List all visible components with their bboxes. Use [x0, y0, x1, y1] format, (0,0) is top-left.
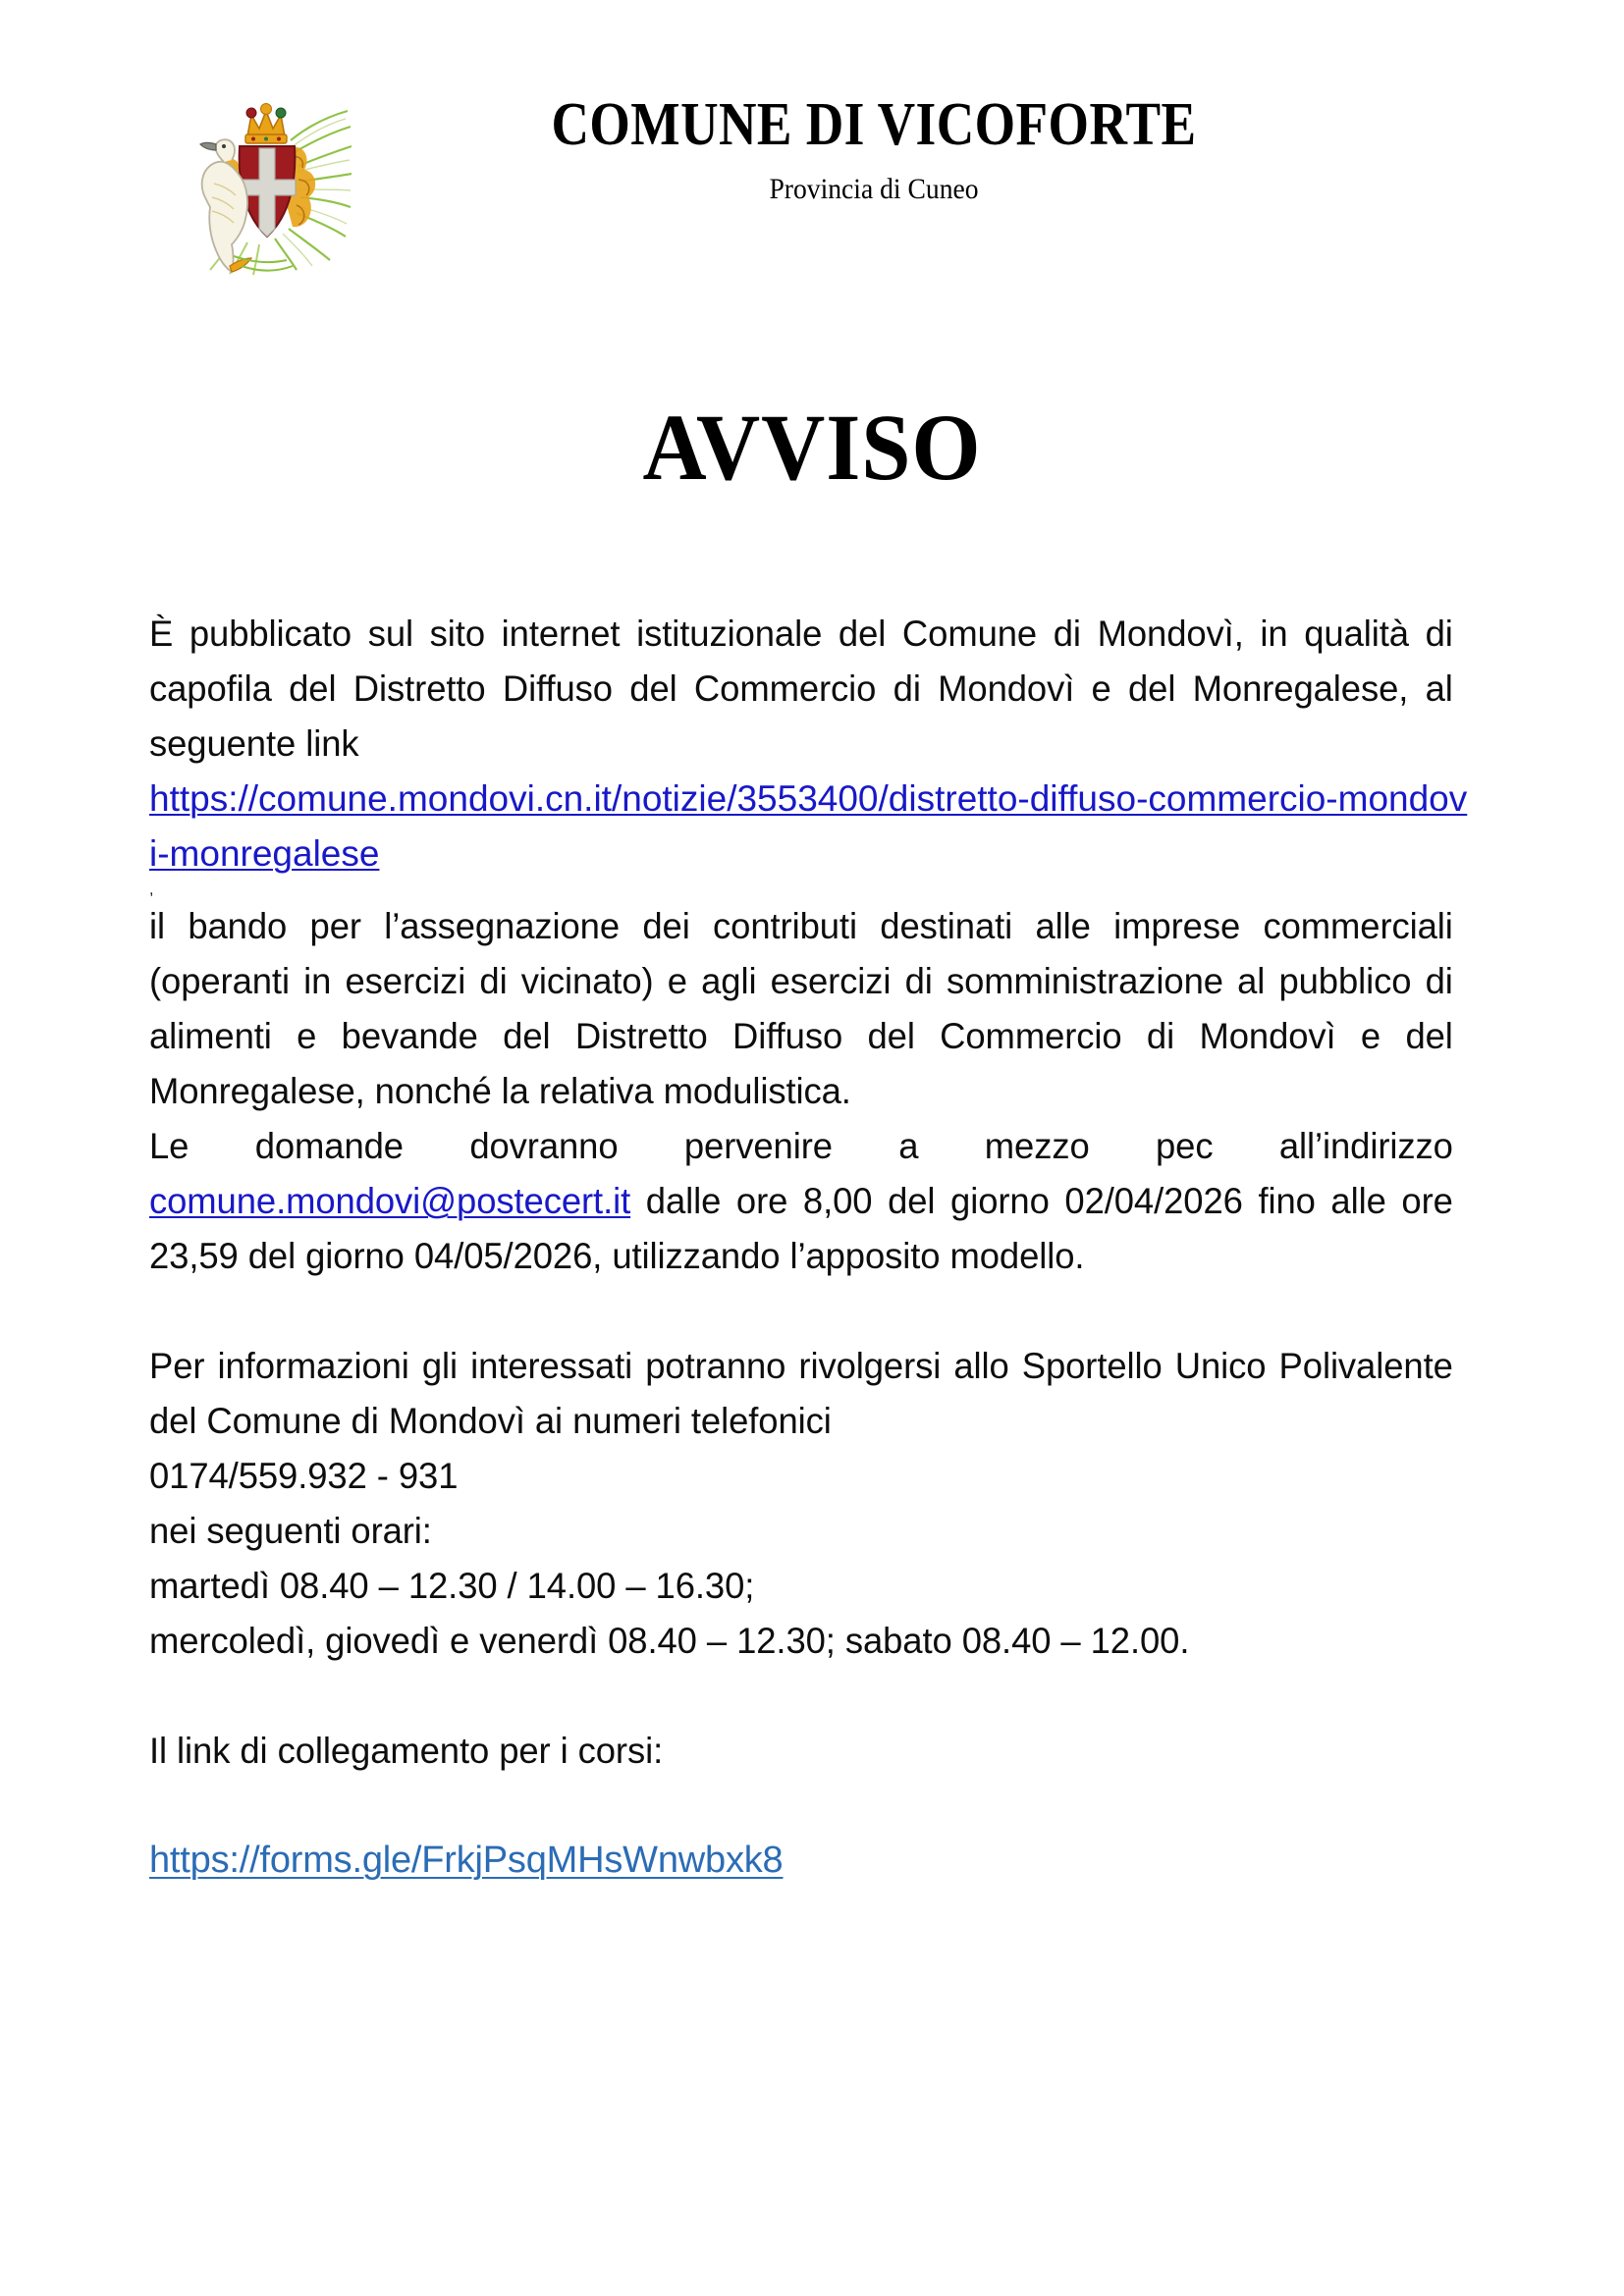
paragraph-spacer-3 — [149, 1779, 1473, 1834]
phone-numbers: 0174/559.932 - 931 — [149, 1456, 459, 1496]
google-forms-link[interactable]: https://forms.gle/FrkjPsqMHsWnwbxk8 — [149, 1840, 784, 1881]
document-body — [149, 607, 1473, 1887]
document-header — [0, 44, 1624, 280]
hours-rest-of-week: mercoledì, giovedì e venerdì 08.40 – 12.30; sabato 08.40 – 12.00. — [149, 1621, 1190, 1661]
page-subtitle: Provincia di Cuneo — [769, 173, 979, 206]
domande-lead-text: Le domande dovranno pervenire a mezzo pec all’indirizzo — [149, 1126, 1453, 1166]
paragraph-informazioni: Per informazioni gli interessati potranno rivolgersi allo Sportello Unico Polivalente del Comune di Mondovì ai numeri telefonici — [149, 1346, 1453, 1441]
bando-url-trailing-comma: , — [149, 881, 154, 898]
coat-of-arms-icon — [165, 81, 352, 278]
paragraph-intro: È pubblicato sul sito internet istituzionale del Comune di Mondovì, in qualità di capofila del Distretto Diffuso del Commercio di Mondovì e del Monregalese, al seguente link — [149, 614, 1453, 764]
domande-rest-text: dalle ore 8,00 del giorno 02/04/2026 fino alle ore 23,59 del giorno 04/05/2026, utilizzando l’apposito modello. — [149, 1181, 1453, 1276]
paragraph-domande — [149, 1119, 1453, 1284]
hours-intro: nei seguenti orari: — [149, 1511, 432, 1551]
header-title-block — [353, 93, 1394, 206]
paragraph-spacer-2 — [149, 1669, 1473, 1724]
paragraph-bando: il bando per l’assegnazione dei contributi destinati alle imprese commerciali (operanti in esercizi di vicinato) e agli esercizi di somministrazione al pubblico di alimenti e bevande del Distretto Diffuso del Commercio di Mondovì e del Monregalese, nonché la relativa modulistica. — [149, 906, 1453, 1111]
page-title: COMUNE DI VICOFORTE — [551, 91, 1197, 158]
avviso-heading: AVVISO — [642, 395, 982, 500]
corsi-link-label: Il link di collegamento per i corsi: — [149, 1731, 664, 1771]
hours-tuesday: martedì 08.40 – 12.30 / 14.00 – 16.30; — [149, 1566, 755, 1606]
paragraph-spacer — [149, 1284, 1473, 1339]
bando-url-link[interactable]: https://comune.mondovi.cn.it/notizie/3553400/distretto-diffuso-commercio-mondovi-monregalese — [149, 778, 1468, 874]
bando-link-wrapper — [149, 772, 1473, 899]
pec-email-link[interactable]: comune.mondovi@postecert.it — [149, 1181, 631, 1221]
